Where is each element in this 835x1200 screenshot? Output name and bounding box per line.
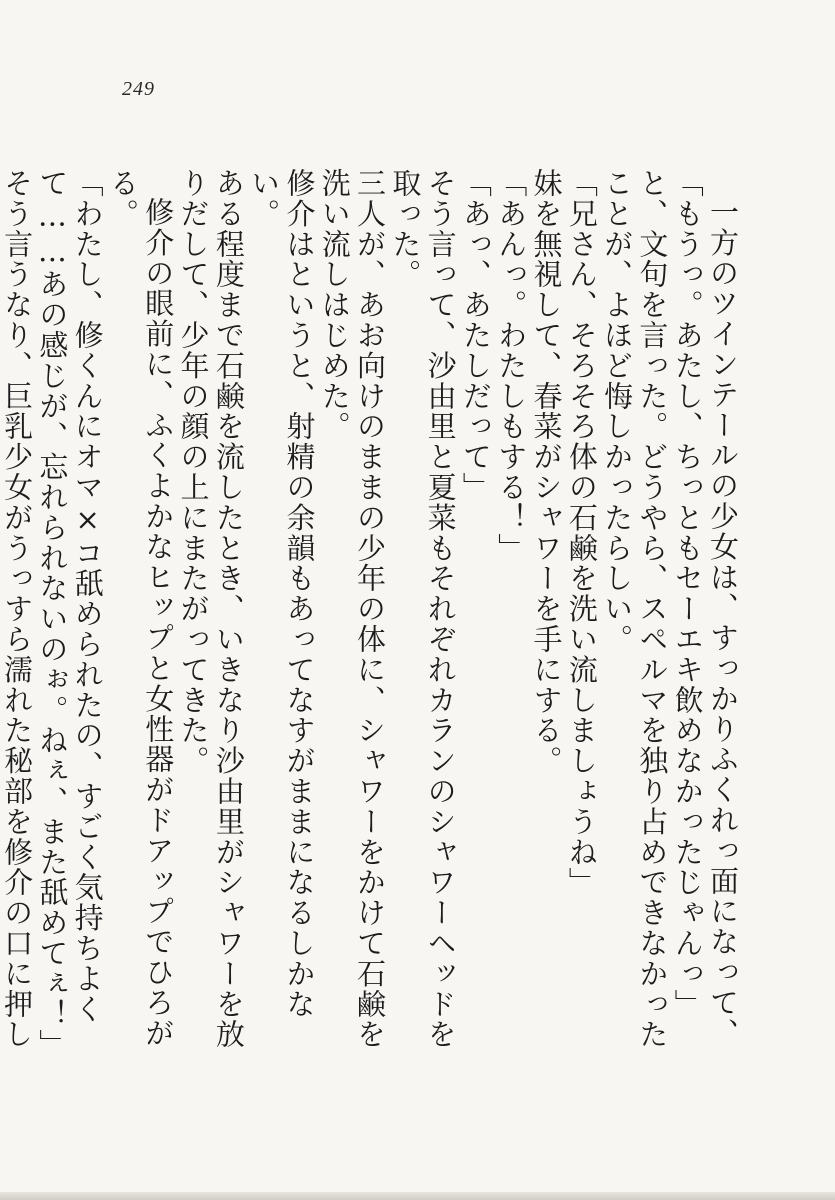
paragraph: 「もうっ。あたし、ちっともセーエキ飲めなかったじゃんっ」 (670, 168, 705, 1020)
paragraph: 「兄さん、そろそろ体の石鹸を洗い流しましょうね」 (564, 168, 599, 898)
paragraph: そう言って、沙由里と夏菜もそれぞれカランのシャワーヘッドを取った。 (388, 168, 458, 1050)
paragraph: と、文句を言った。どうやら、スペルマを独り占めできなかったことが、よほど悔しかったらしい。 (600, 168, 670, 1050)
paragraph: ある程度まで石鹸を流したとき、いきなり沙由里がシャワーを放りだして、少年の顔の上にまたがってきた。 (176, 168, 246, 1050)
paragraph: 「あっ、あたしだって」 (458, 168, 493, 503)
body-text (0, 168, 740, 1078)
paragraph: 「わたし、修くんにオマ×コ舐められたの、すごく気持ちよくて……あの感じが、忘れられないのぉ。ねぇ、また舐めてぇ！」 (35, 168, 105, 1060)
page-bottom-edge (0, 1192, 835, 1200)
paragraph: 三人が、あお向けのままの少年の体に、シャワーをかけて石鹸を洗い流しはじめた。 (317, 168, 388, 1050)
paragraph: 妹を無視して、春菜がシャワーを手にする。 (529, 168, 564, 776)
paragraph: そう言うなり、巨乳少女がうっすら濡れた秘部を修介の口に押し (0, 168, 35, 1050)
paragraph: 一方のツインテールの少女は、すっかりふくれっ面になって、 (706, 197, 740, 1049)
paragraph: 「あんっ。わたしもする！」 (494, 168, 529, 564)
paragraph: 修介はというと、射精の余韻もあってなすがままになるしかない。 (247, 168, 317, 1020)
page-number: 249 (122, 78, 155, 100)
paragraph: 修介の眼前に、ふくよかなヒップと女性器がドアップでひろがる。 (105, 168, 176, 1049)
